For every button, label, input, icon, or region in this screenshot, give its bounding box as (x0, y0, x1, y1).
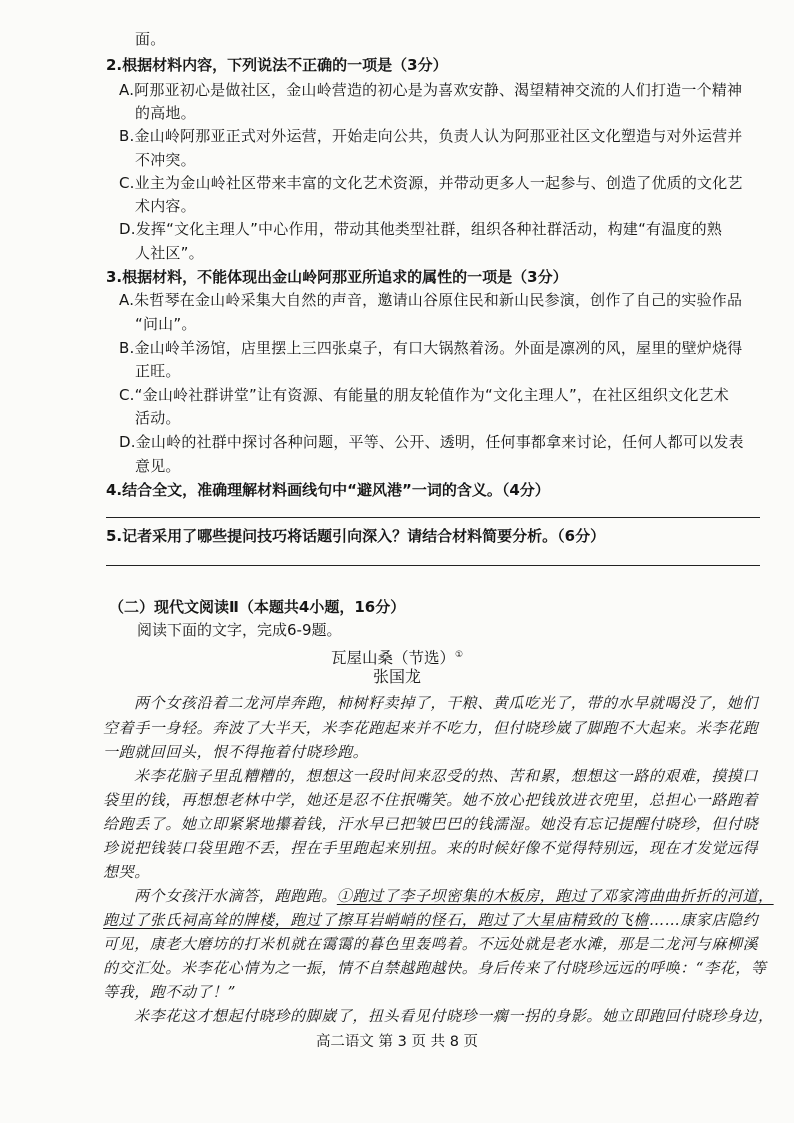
paragraph-3-line-1 (134, 886, 774, 906)
paragraph-2-line-3: 给跑丢了。她立即紧紧地攥着钱，汗水早已把皱巴巴的钱濡湿。她没有忘记提醒付晓珍，但付晓 (103, 815, 759, 833)
q3-option-a-cont: “问山”。 (135, 315, 197, 333)
q2-option-b-cont: 不冲突。 (135, 151, 196, 169)
question-3-stem: 3.根据材料，不能体现出金山岭阿那亚所追求的属性的一项是（3分） (106, 268, 568, 286)
q3-option-b: B.金山岭羊汤馆，店里摆上三四张桌子，有口大锅熬着汤。外面是凛冽的风，屋里的壁炉烧得 (119, 339, 743, 357)
question-2-stem: 2.根据材料内容，下列说法不正确的一项是（3分） (106, 56, 448, 74)
paragraph-1-line-3: 一跑就回回头，恨不得拖着付晓珍跑。 (103, 743, 369, 761)
q2-option-c-cont: 术内容。 (135, 197, 196, 215)
paragraph-3-line-2 (103, 910, 758, 930)
q3-option-c: C.“金山岭社群讲堂”让有资源、有能量的朋友轮值作为“文化主理人”，在社区组织文化艺术 (119, 386, 729, 404)
q2-option-d-cont: 人社区”。 (135, 244, 204, 262)
story-title (0, 645, 794, 668)
section-heading: （二）现代文阅读Ⅱ（本题共4小题，16分） (109, 598, 406, 616)
question-5: 5.记者采用了哪些提问技巧将话题引向深入？请结合材料简要分析。（6分） (106, 527, 606, 545)
page-footer: 高二语文 第 3 页 共 8 页 (315, 1034, 479, 1050)
paragraph-1-line-2: 空着手一身轻。奔波了大半天，米李花跑起来并不吃力，但付晓珍崴了脚跑不大起来。米李花跑 (103, 719, 759, 737)
paragraph-1-line-1: 两个女孩沿着二龙河岸奔跑，柿树籽卖掉了，干粮、黄瓜吃光了，带的水早就喝没了，她们 (134, 694, 759, 712)
paragraph-4-line-1: 米李花这才想起付晓珍的脚崴了，扭头看见付晓珍一瘸一拐的身影。她立即跑回付晓珍身边， (134, 1007, 774, 1025)
answer-line-5 (106, 565, 760, 566)
q3-option-b-cont: 正旺。 (135, 362, 181, 380)
q3-option-a: A.朱哲琴在金山岭采集大自然的声音，邀请山谷原住民和新山民参演，创作了自己的实验作品 (119, 291, 743, 309)
q2-option-d: D.发挥“文化主理人”中心作用，带动其他类型社群，组织各种社群活动，构建“有温度的熟 (119, 220, 723, 238)
q3-option-d: D.金山岭的社群中探讨各种问题，平等、公开、透明，任何事都拿来讨论，任何人都可以发表 (119, 433, 744, 451)
footnote-mark: ① (454, 650, 464, 660)
q2-option-c: C.业主为金山岭社区带来丰富的文化艺术资源，并带动更多人一起参与、创造了优质的文化艺 (119, 174, 743, 192)
q3-option-d-cont: 意见。 (135, 457, 181, 475)
paragraph-2-line-4: 珍说把钱装口袋里跑不丢，捏在手里跑起来别扭。来的时候好像不觉得特别远，现在才发觉远得 (103, 839, 759, 857)
continuation-text: 面。 (135, 30, 166, 48)
q2-option-a: A.阿那亚初心是做社区，金山岭营造的初心是为喜欢安静、渴望精神交流的人们打造一个精神 (119, 81, 743, 99)
reading-instruction: 阅读下面的文字，完成6-9题。 (137, 621, 342, 639)
paragraph-2-line-2: 袋里的钱，再想想老林中学，她还是忍不住抿嘴笑。她不放心把钱放进衣兜里，总担心一路跑着 (103, 791, 759, 809)
q2-option-b: B.金山岭阿那亚正式对外运营，开始走向公共，负责人认为阿那亚社区文化塑造与对外运营并 (119, 127, 743, 145)
q2-option-a-cont: 的高地。 (135, 104, 196, 122)
paragraph-3-line-3: 可见，康老大磨坊的打米机就在霭霭的暮色里轰鸣着。不远处就是老水滩，那是二龙河与麻柳溪 (103, 935, 759, 953)
story-title-text: 瓦屋山桑（节选） (330, 649, 455, 668)
story-author: 张国龙 (372, 667, 421, 686)
underlined-sentence-part-1: ①跑过了李子坝密集的木板房，跑过了邓家湾曲曲折折的河道， (336, 887, 774, 905)
q3-option-c-cont: 活动。 (135, 409, 181, 427)
answer-line-4 (106, 517, 760, 518)
paragraph-3-line-5: 等我，跑不动了！” (103, 983, 237, 1001)
paragraph-3-lead: 两个女孩汗水滴答，跑跑跑。 (134, 887, 337, 905)
underlined-sentence-part-2: 跑过了张氏祠高耸的牌楼，跑过了擦耳岩峭峭的怪石，跑过了大星庙精致的飞檐 (103, 911, 650, 929)
question-4: 4.结合全文，准确理解材料画线句中“避风港”一词的含义。（4分） (106, 481, 550, 499)
paragraph-2-line-1: 米李花脑子里乱糟糟的，想想这一段时间来忍受的热、苦和累，想想这一路的艰难，摸摸口 (134, 767, 759, 785)
paragraph-3-line-2-tail: ……康家店隐约 (649, 911, 759, 929)
paragraph-2-line-5: 想哭。 (103, 863, 150, 881)
paragraph-3-line-4: 的交汇处。米李花心情为之一振，情不自禁越跑越快。身后传来了付晓珍远远的呼唤：“李花，等 (103, 959, 767, 977)
